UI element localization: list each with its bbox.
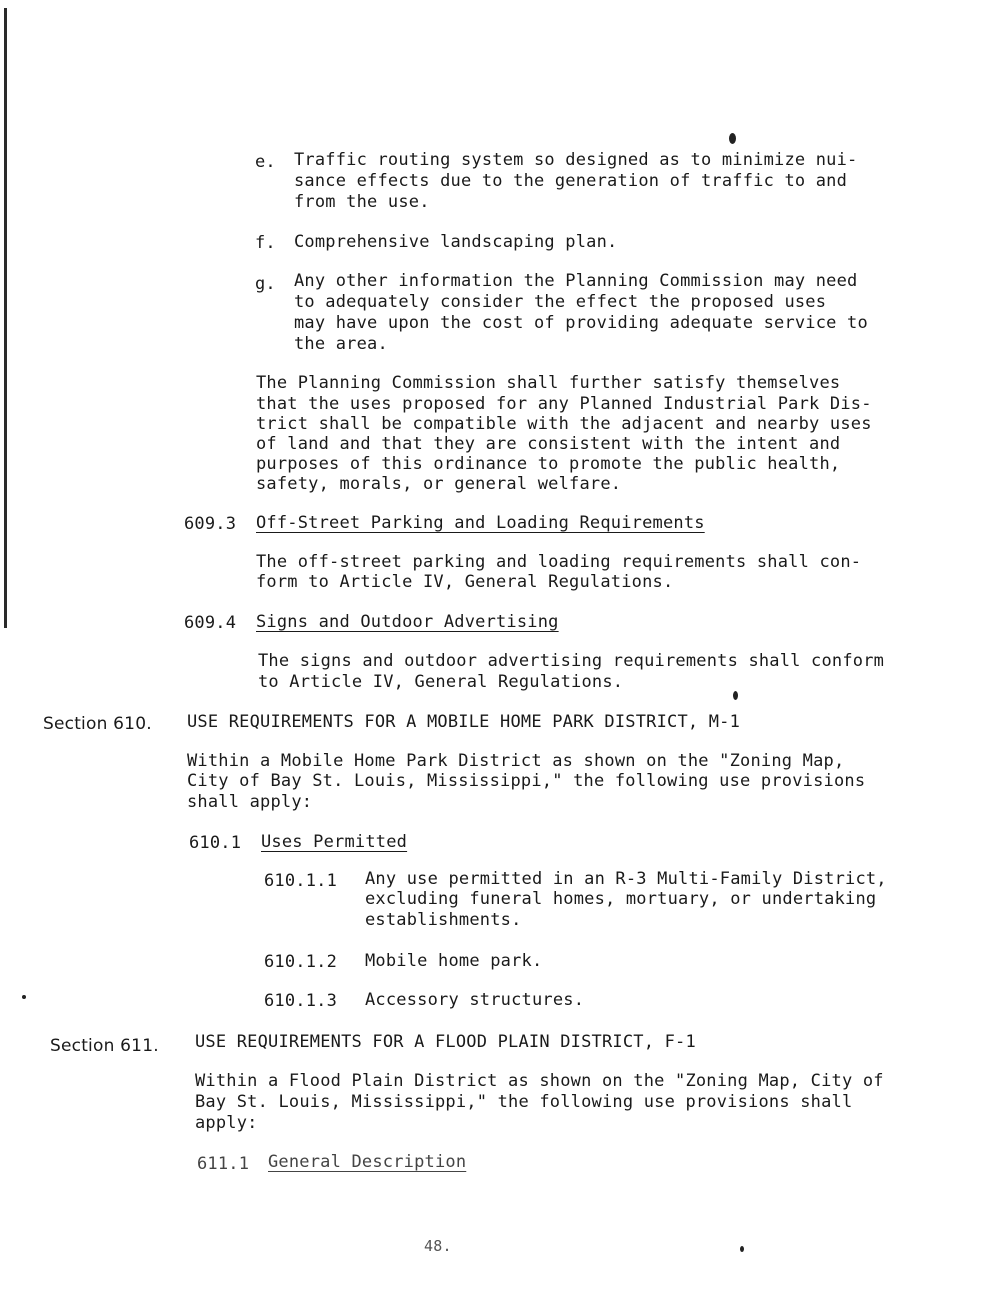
subsection-title-609-4: Signs and Outdoor Advertising [256,612,559,632]
subsection-title-610-1: Uses Permitted [261,832,408,852]
section-611-intro-line-2: Bay St. Louis, Mississippi," the following use provisions shall [195,1092,853,1112]
binding-edge-line [4,8,7,628]
item-f-line-1: Comprehensive landscaping plan. [294,232,618,252]
section-610-label: Section 610. [43,714,152,734]
section-610-intro-line-2: City of Bay St. Louis, Mississippi," the following use provisions [187,771,866,791]
page-number: 48. [424,1237,452,1255]
list-marker-g: g. [255,274,276,294]
item-g-line-4: the area. [294,334,388,354]
item-e-line-3: from the use. [294,192,430,212]
item-610-1-1-line-3: establishments. [365,910,522,930]
subsection-title-611-1: General Description [268,1152,467,1172]
satisfy-paragraph-line-2: that the uses proposed for any Planned Industrial Park Dis- [256,394,872,414]
satisfy-paragraph-line-3: trict shall be compatible with the adjacent and nearby uses [256,414,872,434]
item-610-1-2-line-1: Mobile home park. [365,951,543,971]
subsection-609-3-line-2: form to Article IV, General Regulations. [256,572,674,592]
section-611-heading: USE REQUIREMENTS FOR A FLOOD PLAIN DISTRICT, F-1 [195,1032,696,1052]
item-g-line-3: may have upon the cost of providing adequate service to [294,313,868,333]
item-g-line-2: to adequately consider the effect the proposed uses [294,292,827,312]
section-610-intro-line-3: shall apply: [187,792,313,812]
subsection-number-609-4: 609.4 [184,613,237,633]
item-g-line-1: Any other information the Planning Commission may need [294,271,858,291]
item-e-line-1: Traffic routing system so designed as to minimize nui- [294,150,858,170]
section-610-heading: USE REQUIREMENTS FOR A MOBILE HOME PARK DISTRICT, M-1 [187,712,741,732]
ink-speck [740,1246,744,1252]
subsection-number-610-1: 610.1 [189,833,242,853]
satisfy-paragraph-line-6: safety, morals, or general welfare. [256,474,622,494]
section-611-label: Section 611. [50,1036,159,1056]
item-number-610-1-1: 610.1.1 [264,871,338,891]
item-e-line-2: sance effects due to the generation of traffic to and [294,171,848,191]
item-610-1-3-line-1: Accessory structures. [365,990,585,1010]
list-marker-f: f. [255,233,276,253]
item-610-1-1-line-2: excluding funeral homes, mortuary, or undertaking [365,889,877,909]
subsection-609-4-line-1: The signs and outdoor advertising requirements shall conform [258,651,885,671]
subsection-number-611-1: 611.1 [197,1154,250,1174]
ink-speck [22,995,26,999]
subsection-609-4-line-2: to Article IV, General Regulations. [258,672,624,692]
subsection-number-609-3: 609.3 [184,514,237,534]
section-611-intro-line-1: Within a Flood Plain District as shown on the "Zoning Map, City of [195,1071,884,1091]
satisfy-paragraph-line-5: purposes of this ordinance to promote the public health, [256,454,841,474]
subsection-609-3-line-1: The off-street parking and loading requirements shall con- [256,552,862,572]
item-number-610-1-2: 610.1.2 [264,952,338,972]
list-marker-e: e. [255,152,276,172]
satisfy-paragraph-line-1: The Planning Commission shall further satisfy themselves [256,373,841,393]
subsection-title-609-3: Off-Street Parking and Loading Requirements [256,513,705,533]
item-610-1-1-line-1: Any use permitted in an R-3 Multi-Family District, [365,869,887,889]
item-number-610-1-3: 610.1.3 [264,991,338,1011]
section-610-intro-line-1: Within a Mobile Home Park District as shown on the "Zoning Map, [187,751,845,771]
section-611-intro-line-3: apply: [195,1113,258,1133]
satisfy-paragraph-line-4: of land and that they are consistent with the intent and [256,434,841,454]
ink-speck [729,133,736,144]
ink-speck [733,691,738,700]
